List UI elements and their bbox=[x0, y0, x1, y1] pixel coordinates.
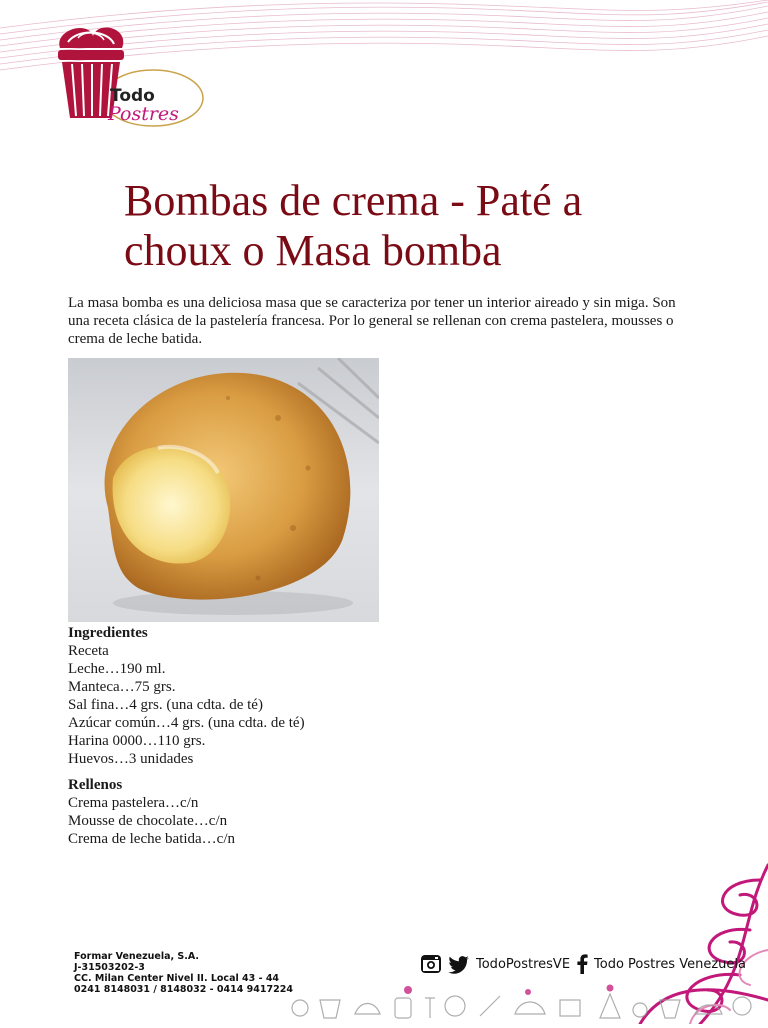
logo-text-todo: Todo bbox=[110, 86, 155, 106]
company-phones: 0241 8148031 / 8148032 - 0414 9417224 bbox=[74, 984, 293, 995]
list-item: Manteca…75 grs. bbox=[68, 679, 176, 695]
facebook-page-name[interactable]: Todo Postres Venezuela bbox=[594, 956, 746, 972]
list-item: Crema pastelera…c/n bbox=[68, 795, 199, 811]
list-item: Harina 0000…110 grs. bbox=[68, 733, 206, 749]
logo-text-postres: Postres bbox=[108, 103, 179, 125]
ingredients-heading: Ingredientes bbox=[68, 625, 148, 641]
company-name: Formar Venezuela, S.A. bbox=[74, 951, 200, 962]
fillings-list bbox=[68, 794, 468, 848]
fillings-heading: Rellenos bbox=[68, 777, 123, 793]
list-item: Leche…190 ml. bbox=[68, 661, 166, 677]
recipe-intro: La masa bomba es una deliciosa masa que se caracteriza por tener un interior aireado y sin miga. Son una receta clásica de la pastelería francesa. Por lo general se rellenan con crema pastelera, mousses o crema de leche batida. bbox=[68, 295, 676, 347]
cream-puff-photo bbox=[68, 358, 379, 622]
ingredients-list bbox=[68, 642, 468, 768]
list-item: Huevos…3 unidades bbox=[68, 751, 194, 767]
recipe-title: Bombas de crema - Paté a choux o Masa bomba bbox=[124, 176, 583, 275]
ingredients-section bbox=[68, 624, 468, 768]
company-address: CC. Milan Center Nivel II. Local 43 - 44 bbox=[74, 973, 280, 984]
list-item: Sal fina…4 grs. (una cdta. de té) bbox=[68, 697, 263, 713]
list-item: Azúcar común…4 grs. (una cdta. de té) bbox=[68, 715, 305, 731]
company-rif: J-31503202-3 bbox=[74, 962, 145, 973]
social-handle[interactable]: TodoPostresVE bbox=[476, 956, 571, 972]
fillings-section bbox=[68, 776, 468, 848]
kitchen-doodles-decoration bbox=[280, 970, 768, 1024]
list-item: Receta bbox=[68, 643, 109, 659]
list-item: Crema de leche batida…c/n bbox=[68, 831, 236, 847]
list-item: Mousse de chocolate…c/n bbox=[68, 813, 228, 829]
